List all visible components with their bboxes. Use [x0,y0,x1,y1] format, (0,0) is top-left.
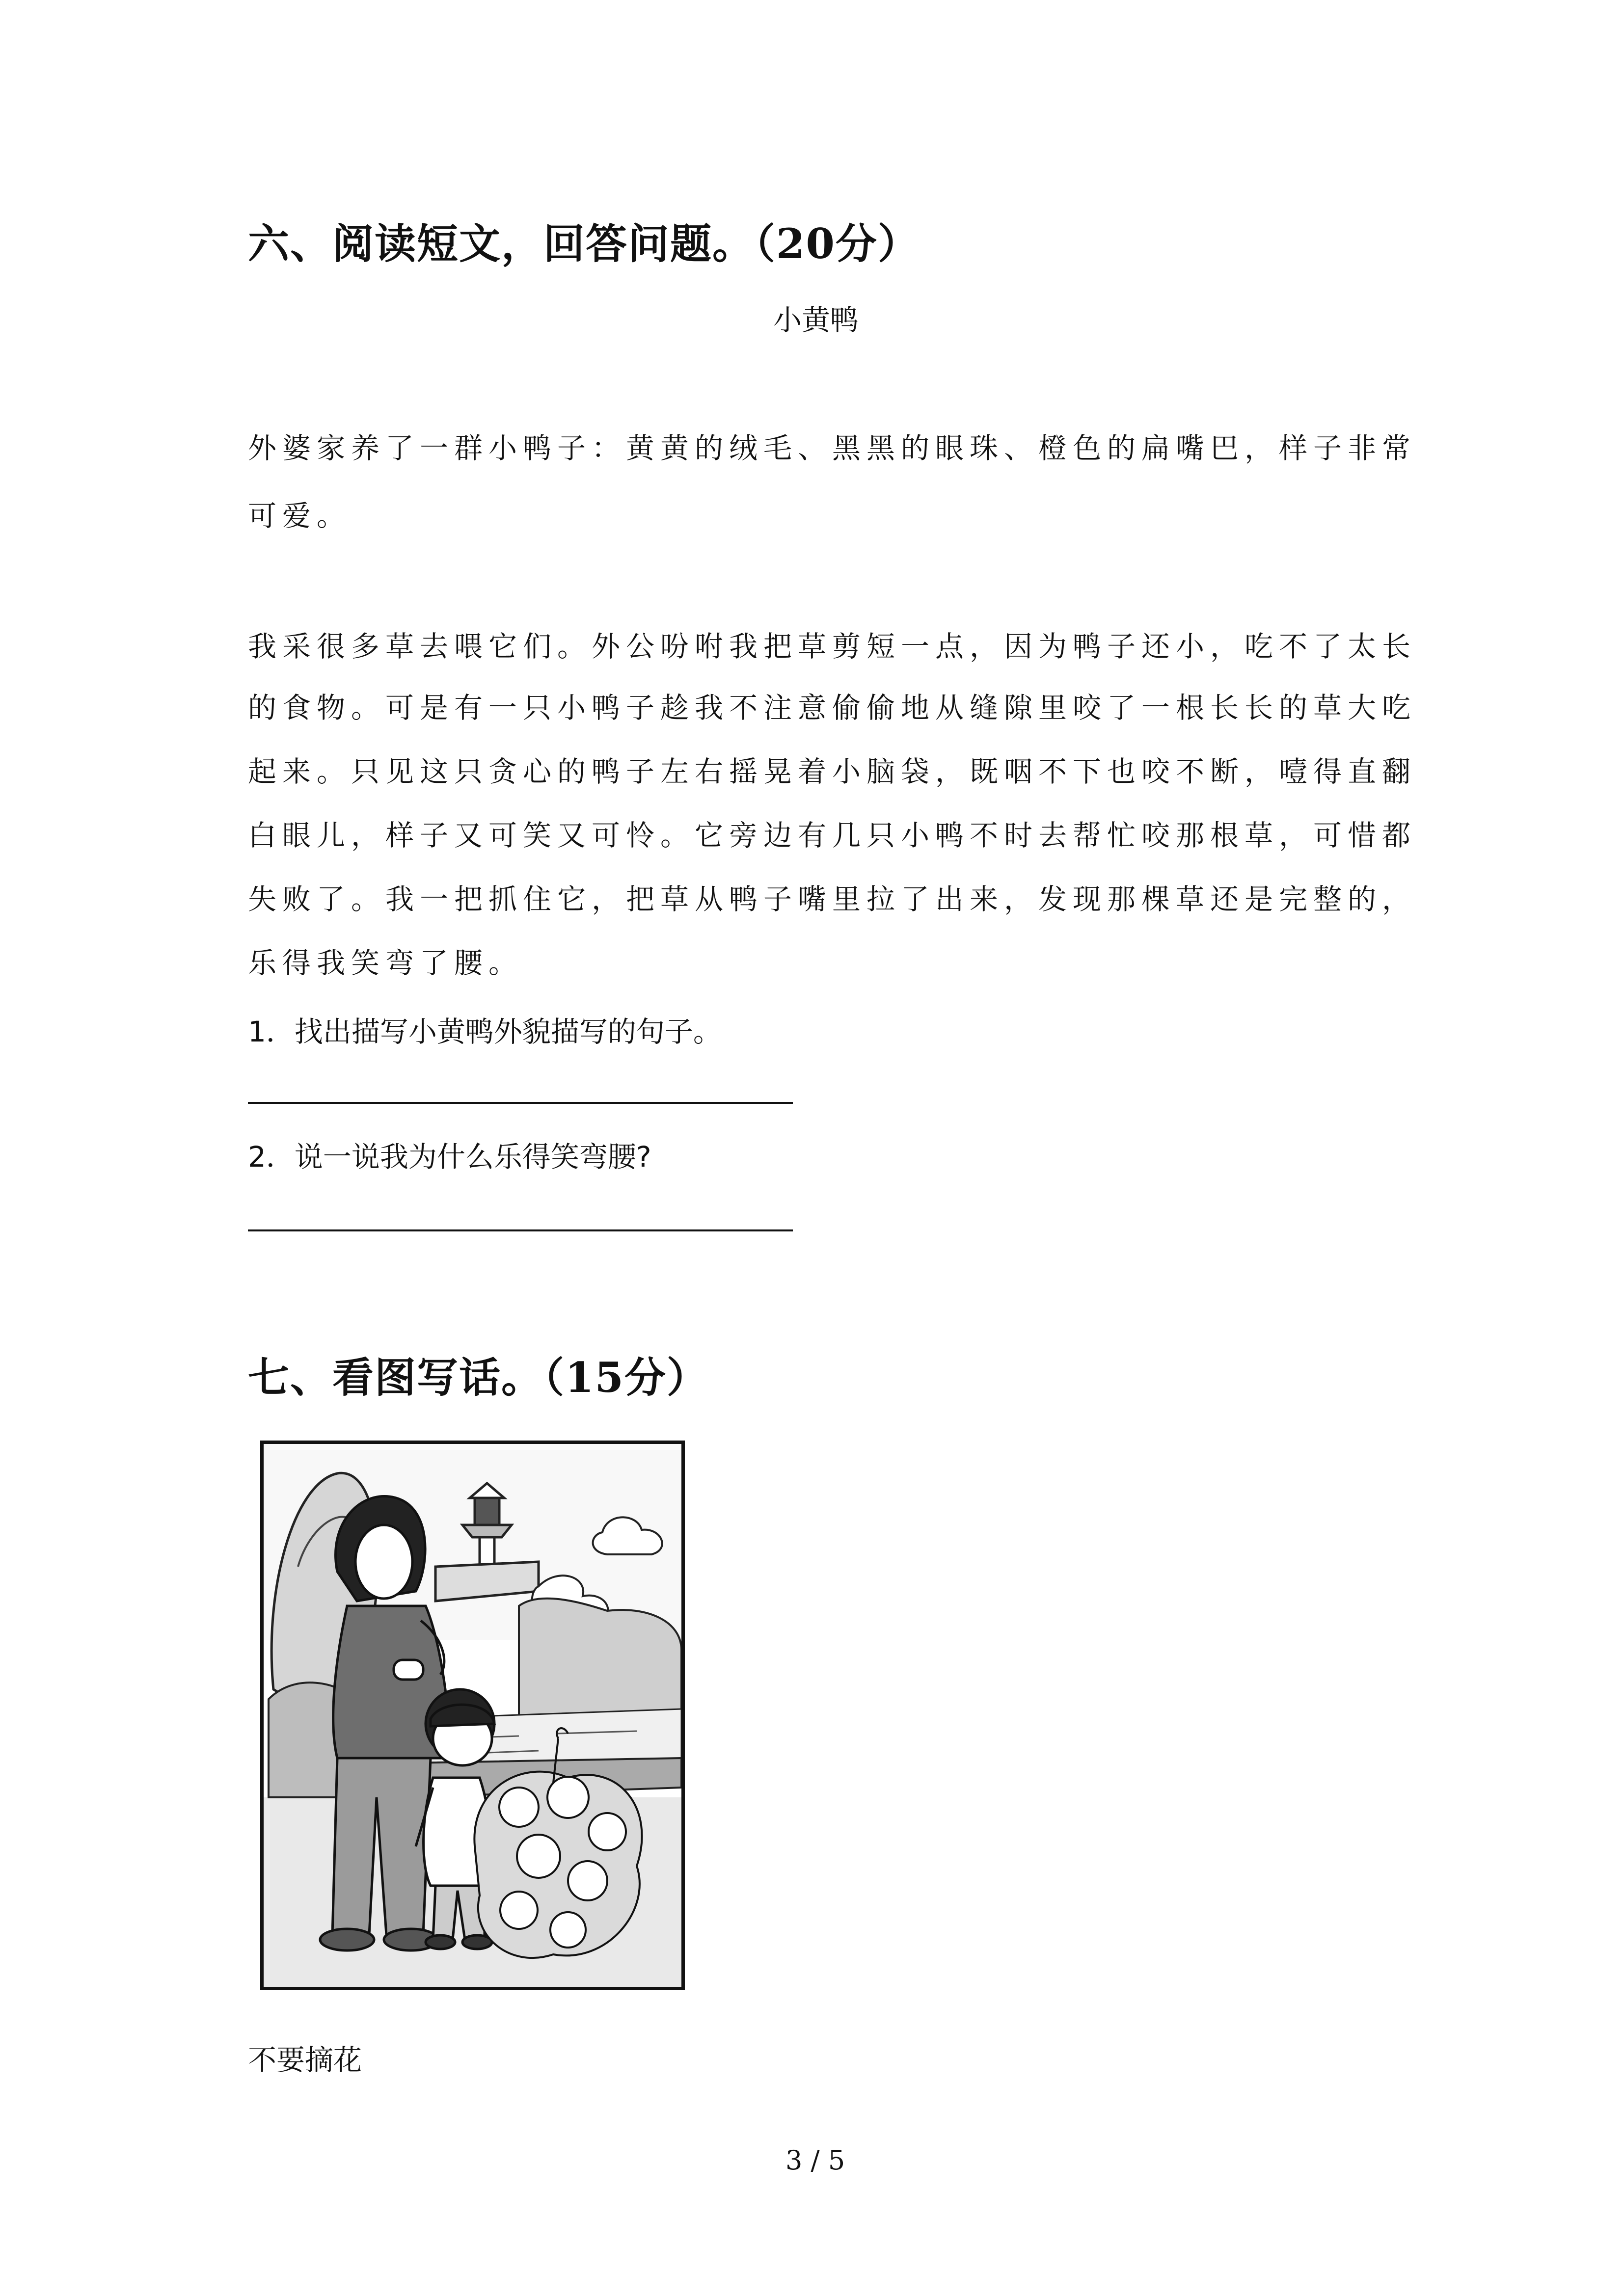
paragraph-line: 乐得我笑弯了腰。 [248,946,523,980]
paragraph-line: 外婆家养了一群小鸭子：黄黄的绒毛、黑黑的眼珠、橙色的扁嘴巴，样子非常 [248,431,1417,465]
paragraph-line: 失败了。我一把抓住它，把草从鸭子嘴里拉了出来，发现那棵草还是完整的， [248,882,1417,916]
question-1: 1．找出描写小黄鸭外貌描写的句子。 [248,1015,722,1048]
picture-title: 不要摘花 [248,2043,362,2077]
picture-frame [260,1441,685,1990]
answer-line-2[interactable] [248,1229,793,1231]
illustration-mother-child-flowers [264,1444,681,1987]
page-number: 3 / 5 [785,2145,845,2176]
question-2: 2．说一说我为什么乐得笑弯腰? [248,1140,651,1174]
paragraph-line: 起来。只见这只贪心的鸭子左右摇晃着小脑袋，既咽不下也咬不断，噎得直翻 [248,755,1417,788]
paragraph-line: 我采很多草去喂它们。外公吩咐我把草剪短一点，因为鸭子还小，吃不了太长 [248,630,1417,663]
story-title: 小黄鸭 [773,303,859,337]
section-6-heading: 六、阅读短文，回答问题。（20分） [248,219,920,268]
paragraph-line: 的食物。可是有一只小鸭子趁我不注意偷偷地从缝隙里咬了一根长长的草大吃 [248,691,1417,724]
paragraph-line: 可爱。 [248,499,352,533]
section-7-heading: 七、看图写话。（15分） [248,1353,709,1402]
answer-line-1[interactable] [248,1102,793,1104]
paragraph-line: 白眼儿，样子又可笑又可怜。它旁边有几只小鸭不时去帮忙咬那根草，可惜都 [248,819,1417,852]
